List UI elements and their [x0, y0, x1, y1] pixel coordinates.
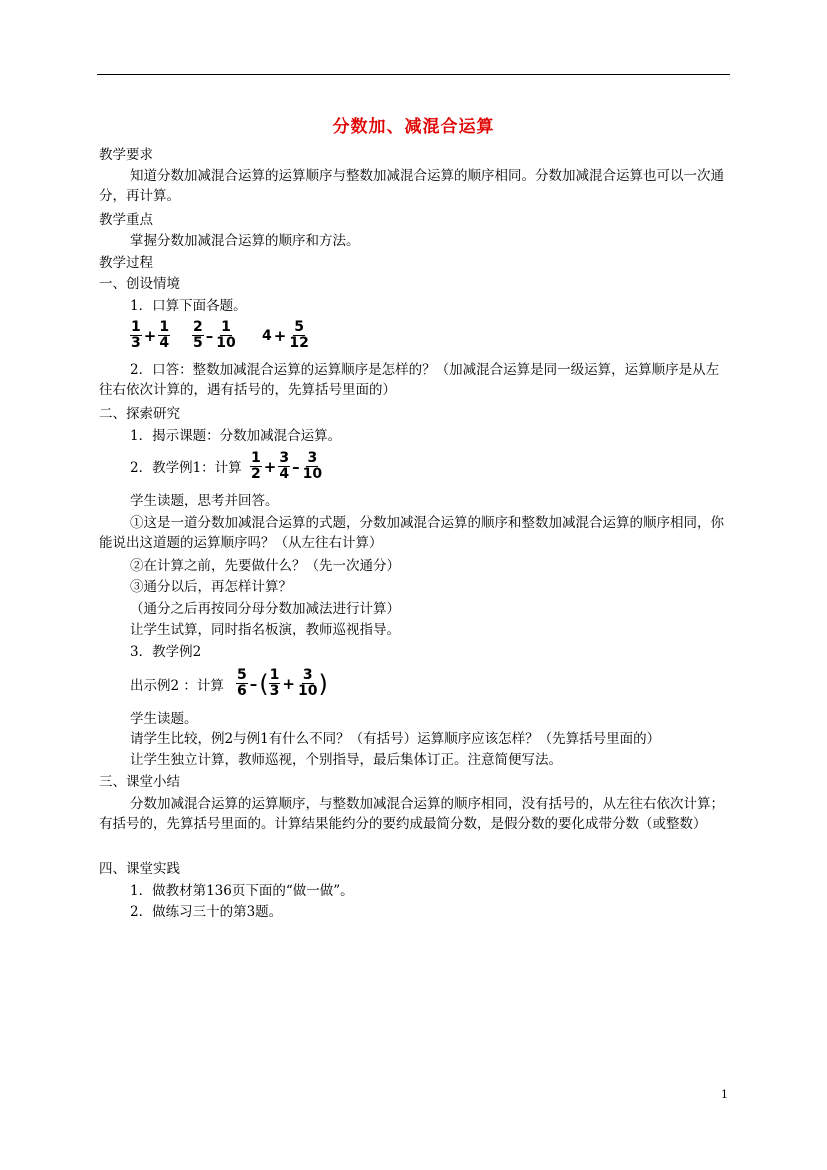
part-two-line-9: 让学生独立计算，教师巡视，个别指导，最后集体订正。注意简便写法。 — [130, 752, 562, 768]
part-one-item-1: 1．口算下面各题。 — [130, 298, 247, 314]
heading-part-four: 四、课堂实践 — [99, 861, 180, 877]
math-expression-2: $\frac{2}{5}$ – $\frac{1}{10}$ — [193, 319, 236, 351]
part-two-item-3: 3．教学例2 — [130, 644, 202, 660]
part-four-item-2: 2．做练习三十的第3题。 — [130, 904, 283, 920]
fraction: $\frac{1}{10}$ — [216, 319, 236, 351]
math-example-1: $\frac{1}{2}$ + $\frac{3}{4}$ – $\frac{3}{10}$ — [251, 450, 323, 482]
fraction: $\frac{1}{3}$ — [269, 667, 280, 699]
part-two-item-2: 2．教学例1：计算 — [130, 460, 242, 476]
fraction: $\frac{1}{3}$ — [131, 319, 141, 351]
part-two-line-4: ③通分以后，再怎样计算？ — [130, 579, 292, 595]
heading-process: 教学过程 — [99, 255, 153, 271]
part-two-item-1: 1．揭示课题：分数加减混合运算。 — [130, 428, 342, 444]
paragraph-key-points: 掌握分数加减混合运算的顺序和方法。 — [130, 233, 360, 249]
fraction: $\frac{1}{4}$ — [159, 319, 170, 351]
heading-part-three: 三、课堂小结 — [99, 774, 180, 790]
part-four-item-1: 1．做教材第136页下面的“做一做”。 — [130, 883, 354, 899]
heading-part-one: 一、创设情境 — [99, 276, 180, 292]
part-two-line-3: ②在计算之前，先要做什么？（先一次通分） — [130, 558, 400, 574]
fraction: $\frac{5}{12}$ — [289, 319, 309, 351]
page-number: 1 — [721, 1088, 728, 1101]
part-two-line-7: 学生读题。 — [130, 711, 198, 727]
part-two-line-5: （通分之后再按同分母分数加减法进行计算） — [130, 601, 400, 617]
header-rule — [97, 74, 730, 75]
math-example-2: $\frac{5}{6}$ – ( $\frac{1}{3}$ + $\frac{3}{10}$ ) — [237, 667, 328, 699]
part-two-line-6: 让学生试算，同时指名板演，教师巡视指导。 — [130, 622, 400, 638]
paragraph-requirements: 知道分数加减混合运算的运算顺序与整数加减混合运算的顺序相同。分数加减混合运算也可以一次通分，再计算。 — [99, 168, 724, 204]
fraction: $\frac{3}{4}$ — [279, 450, 290, 482]
fraction: $\frac{3}{10}$ — [302, 450, 323, 482]
fraction: $\frac{2}{5}$ — [193, 319, 203, 351]
heading-part-two: 二、探索研究 — [99, 406, 180, 422]
part-one-item-2: 2．口答：整数加减混合运算的运算顺序是怎样的？（加减混合运算是同一级运算，运算顺序是从左往右依次计算的，遇有括号的，先算括号里面的） — [99, 362, 720, 398]
part-two-line-1: 学生读题，思考并回答。 — [130, 493, 279, 509]
math-expression-1: $\frac{1}{3}$ + $\frac{1}{4}$ — [131, 319, 170, 351]
math-expression-3: 4 + $\frac{5}{12}$ — [262, 319, 309, 351]
fraction: $\frac{1}{2}$ — [251, 450, 261, 482]
heading-key-points: 教学重点 — [99, 212, 153, 228]
document-title: 分数加、减混合运算 — [332, 117, 495, 137]
heading-requirements: 教学要求 — [99, 147, 153, 163]
part-two-line-2: ①这是一道分数加减混合运算的式题，分数加减混合运算的顺序和整数加减混合运算的顺序相同，你能说出这道题的运算顺序吗？（从左往右计算） — [99, 515, 724, 551]
example-2-label: 出示例2 ：计算 — [130, 678, 224, 694]
fraction: $\frac{5}{6}$ — [237, 667, 247, 699]
fraction: $\frac{3}{10}$ — [297, 667, 318, 699]
part-two-line-8: 请学生比较，例2与例1有什么不同？（有括号）运算顺序应该怎样？（先算括号里面的） — [130, 731, 661, 747]
paragraph-summary: 分数加减混合运算的运算顺序，与整数加减混合运算的顺序相同，没有括号的，从左往右依次计算；有括号的，先算括号里面的。计算结果能约分的要约成最简分数，是假分数的要化成带分数（或整数） — [99, 796, 724, 832]
